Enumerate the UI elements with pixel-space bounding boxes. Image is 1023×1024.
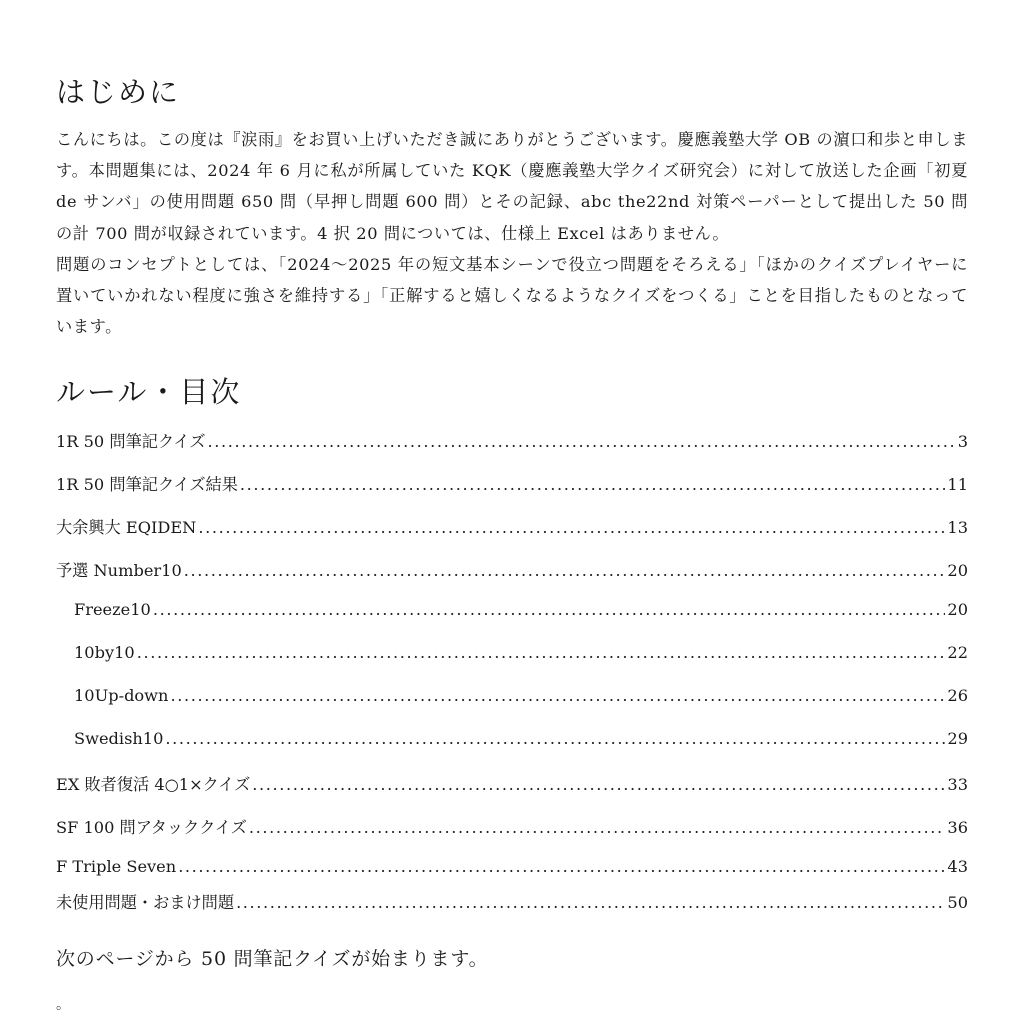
toc-entry-title: 10Up-down <box>74 686 169 705</box>
toc-entry-title: SF 100 問アタッククイズ <box>56 818 247 837</box>
dot-leader <box>240 475 945 494</box>
toc-entry-page: 33 <box>947 775 968 794</box>
toc-entry-page: 20 <box>947 600 968 619</box>
dot-leader <box>137 643 946 662</box>
dot-leader <box>236 893 945 912</box>
dot-leader <box>153 600 946 619</box>
dot-leader <box>208 432 956 451</box>
toc-entry-page: 26 <box>947 686 968 705</box>
stray-punctuation-mark: 。 <box>56 997 70 1013</box>
toc-entry-title: Freeze10 <box>74 600 151 619</box>
toc-entry-page: 20 <box>947 561 968 580</box>
toc-entry-title: 10by10 <box>74 643 135 662</box>
toc-subentry[interactable] <box>56 729 968 757</box>
toc-subentry[interactable] <box>56 600 968 628</box>
intro-paragraph: 問題のコンセプトとしては、「2024〜2025 年の短文基本シーンで役立つ問題をそろえる」「ほかのクイズプレイヤーに置いていかれない程度に強さを維持する」「正解すると嬉しくなるようなクイズをつくる」ことを目指したものとなっています。 <box>56 254 968 337</box>
dot-leader <box>252 775 945 794</box>
dot-leader <box>249 818 945 837</box>
toc-entry[interactable] <box>56 471 968 499</box>
toc-entry-title: 未使用問題・おまけ問題 <box>56 893 235 912</box>
toc-entry-title: F Triple Seven <box>56 857 177 876</box>
toc-entry[interactable] <box>56 557 968 585</box>
next-page-note: 次のページから 50 問筆記クイズが始まります。 <box>56 948 489 970</box>
toc-entry-page: 50 <box>947 893 968 912</box>
dot-leader <box>184 561 946 580</box>
dot-leader <box>165 729 945 748</box>
toc-entry-page: 36 <box>947 818 968 837</box>
toc-entry[interactable] <box>56 814 968 842</box>
toc-entry-title: 1R 50 問筆記クイズ <box>56 432 206 451</box>
toc-entry-page: 22 <box>947 643 968 662</box>
intro-paragraph: こんにちは。この度は『涙雨』をお買い上げいただき誠にありがとうございます。慶應義塾大学 OB の濵口和歩と申します。本問題集には、2024 年 6 月に私が所属していた KQK（慶應義塾大学クイズ研究会）に対して放送した企画「初夏 de サンバ」の使用問題 650 問（早押し問題 600 問）とその記録、abc the22nd 対策ペーパーとして提出した 50 問の計 700 問が収録されています。4 択 20 問については、仕様上 Excel はありません。 <box>56 130 968 243</box>
toc-entry[interactable] <box>56 428 968 456</box>
toc-entry[interactable] <box>56 771 968 799</box>
toc-entry-page: 11 <box>947 475 968 494</box>
toc-entry-title: Swedish10 <box>74 729 164 748</box>
dot-leader <box>178 857 945 876</box>
dot-leader <box>170 686 945 705</box>
dot-leader <box>198 518 945 537</box>
toc-entry-page: 43 <box>947 857 968 876</box>
toc-subentry[interactable] <box>56 643 968 671</box>
toc-entry[interactable] <box>56 514 968 542</box>
toc-entry-title: EX 敗者復活 4○1×クイズ <box>56 775 251 794</box>
intro-heading: はじめに <box>56 75 181 109</box>
toc-entry-title: 予選 Number10 <box>56 561 182 580</box>
toc-entry-page: 29 <box>947 729 968 748</box>
toc-entry[interactable] <box>56 889 968 917</box>
toc-heading: ルール・目次 <box>56 375 242 409</box>
toc-subentry[interactable] <box>56 686 968 714</box>
toc-entry-page: 3 <box>957 432 968 451</box>
toc-entry-page: 13 <box>947 518 968 537</box>
intro-body <box>56 124 968 342</box>
toc-entry-title: 1R 50 問筆記クイズ結果 <box>56 475 238 494</box>
toc-entry-title: 大余興大 EQIDEN <box>56 518 197 537</box>
toc-entry[interactable] <box>56 857 968 885</box>
